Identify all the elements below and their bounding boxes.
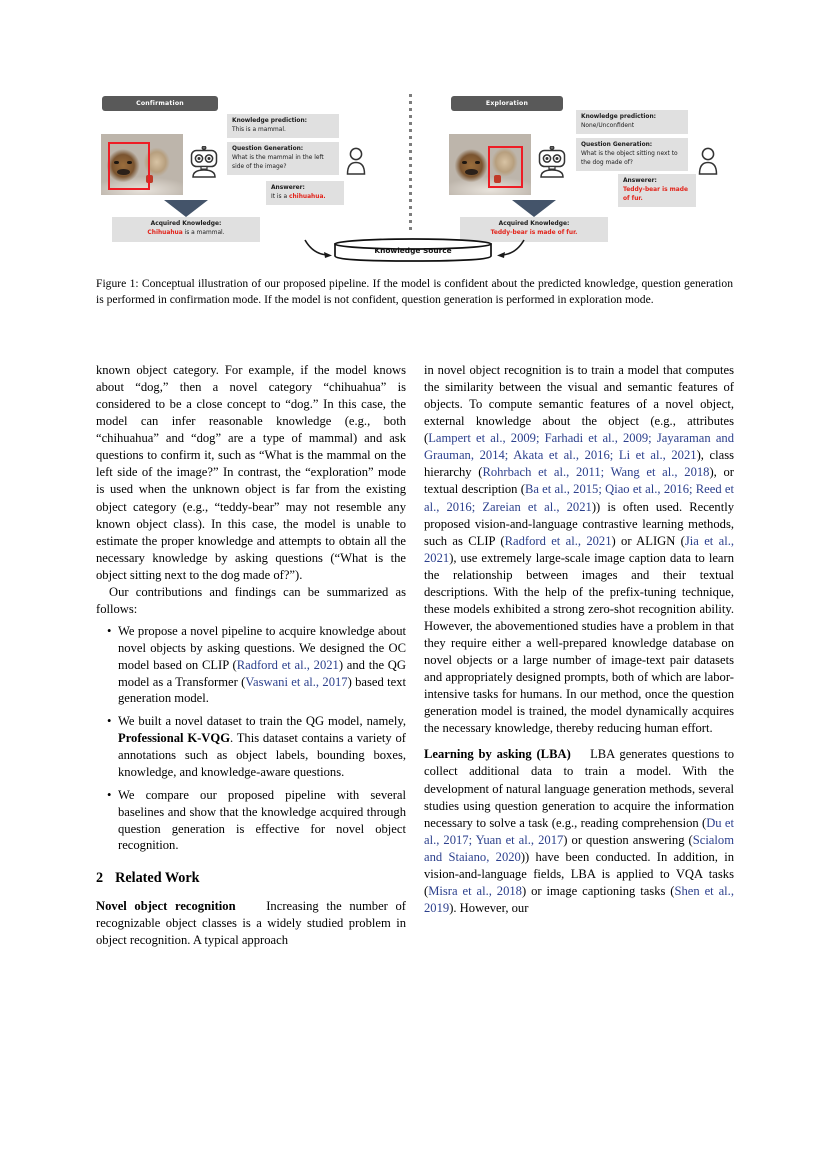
- rc-part-6: ), use extremely large-scale image caption data to learn the relationship between images and their textual descriptions. With the help of the prefix-tuning technique, these models exhibited a strong zero-shot recognition ability. However, the abovementioned studies have a problem in that they require either a well-prepared knowledge database on novel objects or a large number of image-text pair datasets and appropriately designed prompts, both of which are labor-intensive tasks for humans. In our method, once the question generation model is trained, the model dynamically acquires the necessary knowledge, thereby reducing human effort.: [424, 550, 734, 736]
- citation-jia-2021[interactable]: Jia et al., 2021: [424, 533, 734, 565]
- knowledge-prediction-heading: Knowledge prediction:: [581, 114, 657, 120]
- knowledge-prediction-body: This is a mammal.: [232, 127, 286, 134]
- answerer-heading: Answerer:: [623, 178, 657, 184]
- paragraph-spacer: [424, 737, 734, 746]
- acquired-knowledge-highlight: Teddy-bear is made of fur.: [490, 230, 578, 237]
- acquired-knowledge-box: [112, 217, 260, 242]
- paragraph-contributions: Our contributions and findings can be summarized as follows:: [96, 584, 406, 616]
- question-generation-body: What is the object sitting next to the dog made of?: [581, 151, 678, 167]
- bullet-2-part-1: We built a novel dataset to train the QG model, namely,: [118, 714, 406, 729]
- answerer-body-prefix: It is a: [271, 194, 289, 201]
- body-column-left: [96, 362, 406, 949]
- lba-part-2: ) or question answering (: [563, 832, 693, 847]
- knowledge-prediction-bubble: [576, 110, 688, 134]
- citation-shen-2019[interactable]: Shen et al., 2019: [424, 883, 734, 915]
- person-icon: [346, 147, 366, 175]
- knowledge-source-label: Knowledge Source: [374, 246, 452, 255]
- answerer-bubble: [266, 181, 344, 205]
- arrow-to-knowledge-source-left: [303, 238, 333, 260]
- lba-part-4: ) or image captioning tasks (: [521, 883, 675, 898]
- acquired-knowledge-highlight: Chihuahua: [147, 230, 183, 237]
- list-item: [118, 713, 406, 781]
- citation-group-class-hierarchy[interactable]: Rohrbach et al., 2011; Wang et al., 2018: [482, 465, 710, 480]
- citation-radford-2021[interactable]: Radford et al., 2021: [236, 657, 339, 672]
- answerer-body-highlight: chihuahua.: [288, 194, 326, 201]
- citation-group-reading-comprehension[interactable]: Du et al., 2017; Yuan et al., 2017: [424, 815, 734, 847]
- question-generation-bubble: [576, 138, 688, 171]
- question-generation-body: What is the mammal in the left side of the image?: [232, 155, 324, 171]
- figure-caption: Figure 1: Conceptual illustration of our proposed pipeline. If the model is confident about the predicted knowledge, question generation is performed in confirmation mode. If the model is not confident, question generation is performed in exploration mode.: [96, 277, 733, 307]
- exploration-image-thumbnail: [449, 134, 531, 195]
- answerer-body-highlight: Teddy-bear is made of fur.: [623, 187, 688, 203]
- down-arrow-icon: [512, 200, 556, 217]
- citation-misra-2018[interactable]: Misra et al., 2018: [428, 883, 522, 898]
- question-generation-heading: Question Generation:: [232, 146, 304, 152]
- dataset-name: Professional K-VQG: [118, 731, 230, 746]
- lba-part-5: ). However, our: [449, 900, 529, 915]
- paragraph-novel-object-recognition-continued: [424, 362, 734, 737]
- citation-vaswani-2017[interactable]: Vaswani et al., 2017: [245, 674, 348, 689]
- citation-group-attributes[interactable]: Lampert et al., 2009; Farhadi et al., 2009; Jayaraman and Grauman, 2014; Akata et al., 2016; Li et al., 2021: [424, 431, 734, 463]
- arrow-to-knowledge-source-right: [496, 238, 526, 260]
- down-arrow-icon: [164, 200, 208, 217]
- bullet-1-part-2: ) and the QG model as a Transformer (: [118, 657, 406, 689]
- section-title: Related Work: [115, 870, 200, 887]
- confirmation-image-thumbnail: [101, 134, 183, 195]
- bullet-3-text: We compare our proposed pipeline with several baselines and show that the knowledge acquired through question generation is effective for novel object recognition.: [118, 787, 406, 853]
- acquired-knowledge-suffix: is a mammal.: [182, 230, 225, 237]
- bounding-box-dog: [108, 142, 151, 190]
- lba-part-1: LBA generates questions to collect additional data to train a model. With the development of natural language generation methods, several studies using question generation to acquire the information necessary to solve a task (e.g., reading comprehension (: [424, 747, 734, 830]
- rc-part-4: )) is often used. Recently proposed vision-and-language contrastive learning methods, such as CLIP (: [424, 499, 734, 548]
- section-number: 2: [96, 870, 104, 887]
- list-item: [118, 787, 406, 855]
- paragraph-learning-by-asking: [424, 746, 734, 917]
- knowledge-prediction-body: None/Unconfident: [581, 123, 635, 130]
- subsection-heading-learning-by-asking: Learning by asking (LBA): [424, 747, 571, 762]
- citation-scialom-staiano-2020[interactable]: Scialom and Staiano, 2020: [424, 832, 734, 864]
- robot-icon: [189, 146, 219, 178]
- paragraph-continued: known object category. For example, if the model knows about “dog,” then a novel category “chihuahua” is considered to be a close concept to “dog.” In this case, the model can infer reasonable knowledge (e.g., both “chihuahua” and “dog” are a type of mammal) and ask questions to confirm it, such as “What is the mammal on the left side of the image?” In contrast, the “exploration” mode is used when the unknown object is far from the existing object category (e.g., “teddy-bear” may not resemble any known object class). In this case, the model is unable to estimate the proper knowledge and attempts to obtain all the necessary knowledge by asking questions (“What is the object sitting next to the dog made of?”).: [96, 363, 406, 582]
- section-heading-related-work: [96, 869, 406, 888]
- rc-part-2: ), class hierarchy (: [424, 448, 734, 480]
- body-column-right: [424, 362, 734, 917]
- bullet-1-part-1: We propose a novel pipeline to acquire knowledge about novel objects by asking questions. We designed the OC model based on CLIP (: [118, 623, 406, 672]
- bullet-2-part-2: . This dataset contains a variety of annotations such as object labels, bounding boxes, knowledge, and knowledge-aware questions.: [118, 731, 406, 779]
- list-item: [118, 623, 406, 707]
- answerer-bubble: [618, 174, 696, 207]
- acquired-knowledge-body: [147, 230, 224, 236]
- robot-icon: [537, 146, 567, 178]
- knowledge-prediction-heading: Knowledge prediction:: [232, 118, 308, 124]
- confirmation-mode-badge: Confirmation: [102, 96, 218, 111]
- answerer-body: [271, 193, 339, 202]
- knowledge-source-database: [333, 238, 493, 262]
- lba-part-3: )) have been conducted. In addition, in vision-and-language fields, LBA is applied to VQA tasks (: [424, 849, 735, 898]
- person-icon: [698, 147, 718, 175]
- acquired-knowledge-heading: Acquired Knowledge:: [498, 221, 570, 227]
- rc-part-3: ), or textual description (: [424, 465, 734, 497]
- citation-group-textual-description[interactable]: Ba et al., 2015; Qiao et al., 2016; Reed et al., 2016; Zareian et al., 2021: [424, 482, 734, 514]
- question-generation-heading: Question Generation:: [581, 142, 653, 148]
- paragraph-novel-object-recognition: [96, 898, 406, 949]
- subsection-body: Increasing the number of recognizable object classes is a widely studied problem in object recognition. A typical approach: [96, 898, 406, 947]
- subsection-heading-novel-object-recognition: Novel object recognition: [96, 898, 236, 913]
- citation-radford-2021[interactable]: Radford et al., 2021: [504, 533, 612, 548]
- question-generation-bubble: [227, 142, 339, 175]
- knowledge-prediction-bubble: [227, 114, 339, 138]
- exploration-mode-badge: Exploration: [451, 96, 563, 111]
- acquired-knowledge-heading: Acquired Knowledge:: [150, 221, 222, 227]
- figure-1-diagram: [96, 92, 736, 264]
- contributions-list: [96, 623, 406, 854]
- rc-part-5: ) or ALIGN (: [611, 533, 685, 548]
- mode-divider: [409, 94, 412, 232]
- bounding-box-teddy-bear: [488, 146, 522, 187]
- bullet-1-part-3: ) based text generation model.: [118, 674, 406, 706]
- rc-part-1: in novel object recognition is to train a model that computes the similarity between the visual and semantic features of objects. To compute semantic features of a novel object, external knowledge about the object (e.g., attributes (: [424, 363, 734, 446]
- answerer-heading: Answerer:: [271, 185, 305, 191]
